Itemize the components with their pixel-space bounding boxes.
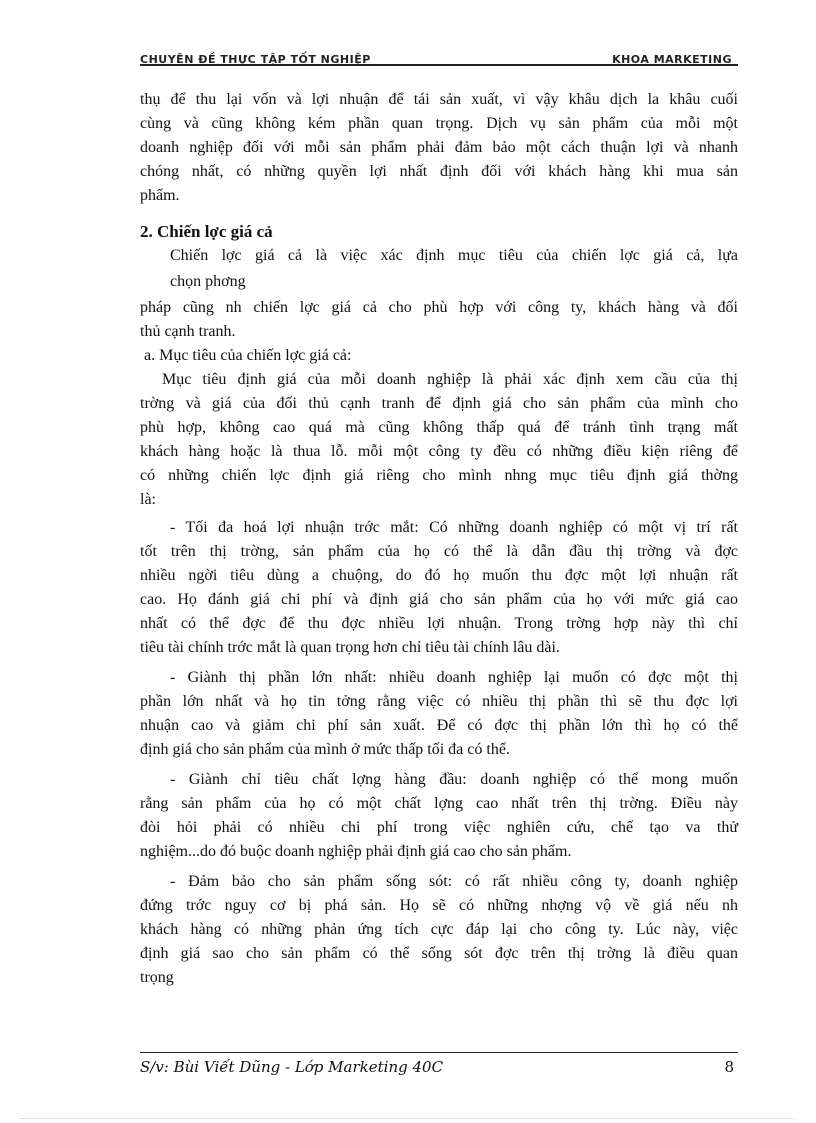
page-header <box>140 50 738 66</box>
subheading: a. Mục tiêu của chiến lợc giá cả: <box>144 347 352 364</box>
paragraph-line: khách hàng hoặc là thua lỗ. mỗi một công ty đều có những điều kiện riêng để <box>140 443 738 460</box>
paragraph-line: phần lớn nhất và họ tin tởng rằng việc có nhiều thị phần thì sẽ thu đợc lợi <box>140 693 738 710</box>
paragraph-line: nghiệm...do đó buộc doanh nghiệp phải định giá cao cho sản phẩm. <box>140 843 572 860</box>
paragraph-line: phẩm. <box>140 187 180 204</box>
paragraph-line: cao. Họ đánh giá chi phí và định giá cho sản phẩm của họ với mức giá cao <box>140 591 738 608</box>
page-edge-divider <box>20 1118 796 1119</box>
paragraph-line: chọn phơng <box>170 273 246 290</box>
paragraph-line: đòi hỏi phải có nhiều chi phí trong việc nghiên cứu, chế tạo va thử <box>140 819 738 836</box>
paragraph-line: định giá cho sản phẩm của mình ở mức thấp tối đa có thể. <box>140 741 510 758</box>
paragraph-line: định giá sao cho sản phẩm có thể sống sót đợc trên thị trờng là điều quan <box>140 945 738 962</box>
paragraph-line: - Đảm bảo cho sản phẩm sống sót: có rất nhiều công ty, doanh nghiệp <box>170 873 738 890</box>
section-heading: 2. Chiến lợc giá cả <box>140 222 273 241</box>
paragraph-line: trọng <box>140 969 174 986</box>
document-body <box>140 88 738 990</box>
paragraph-line: - Giành chỉ tiêu chất lợng hàng đầu: doanh nghiệp có thể mong muốn <box>170 771 738 788</box>
paragraph-line: rằng sản phẩm của họ có một chất lợng cao nhất trên thị trờng. Điều này <box>140 795 738 812</box>
footer-author: S/v: Bùi Viết Dũng - Lớp Marketing 40C <box>140 1058 444 1076</box>
paragraph-line: tốt trên thị trờng, sản phẩm của họ có thể là dẫn đầu thị trờng và đợc <box>140 543 738 560</box>
paragraph-line: nhuận cao và giảm chi phí sản xuất. Để có đợc thị phần lớn thì họ có thể <box>140 717 738 734</box>
paragraph-line: thủ cạnh tranh. <box>140 323 236 340</box>
paragraph-line: Mục tiêu định giá của mỗi doanh nghiệp là phải xác định xem cầu của thị <box>162 371 738 388</box>
footer-divider <box>140 1052 738 1053</box>
paragraph-line: là: <box>140 491 156 508</box>
page-footer <box>140 1058 738 1080</box>
paragraph-line: - Tối đa hoá lợi nhuận trớc mắt: Có những doanh nghiệp có một vị trí rất <box>170 519 738 536</box>
paragraph-line: - Giành thị phần lớn nhất: nhiều doanh nghiệp lại muốn có đợc một thị <box>170 669 738 686</box>
paragraph-line: cùng và cũng không kém phần quan trọng. Dịch vụ sản phẩm của mỗi một <box>140 115 738 132</box>
paragraph-line: doanh nghiệp đối với mỗi sản phẩm phải đảm bảo một cách thuận lợi và nhanh <box>140 139 738 156</box>
header-right-title: KHOA MARKETING <box>612 53 732 66</box>
paragraph-line: pháp cũng nh chiến lợc giá cả cho phù hợp với công ty, khách hàng và đối <box>140 299 738 316</box>
paragraph-line: nhiều ngời tiêu dùng a chuộng, do đó họ muốn thu đợc một lợi nhuận rất <box>140 567 738 584</box>
paragraph-line: phù hợp, không cao quá mà cũng không thấp quá để tránh tình trạng mất <box>140 419 738 436</box>
paragraph-line: nhất có thể đợc để thu đợc nhiều lợi nhuận. Trong trờng hợp này thì chỉ <box>140 615 738 632</box>
paragraph-line: Chiến lợc giá cả là việc xác định mục tiêu của chiến lợc giá cả, lựa <box>170 247 738 264</box>
paragraph-line: thụ để thu lại vốn và lợi nhuận để tái sản xuất, vì vậy khâu dịch la khâu cuối <box>140 91 738 108</box>
paragraph-line: trờng và giá của đối thủ cạnh tranh để định giá cho sản phẩm của mình cho <box>140 395 738 412</box>
page-number: 8 <box>724 1058 734 1076</box>
paragraph-line: khách hàng có những phản ứng tích cực đáp lại cho công ty. Lúc này, việc <box>140 921 738 938</box>
paragraph-line: có những chiến lợc định giá riêng cho mình nhng mục tiêu định giá thờng <box>140 467 738 484</box>
header-left-title: CHUYÊN ĐỀ THỰC TẬP TỐT NGHIỆP <box>140 53 371 66</box>
paragraph-line: đứng trớc nguy cơ bị phá sản. Họ sẽ có những nhợng vộ về giá nếu nh <box>140 897 738 914</box>
paragraph-line: chóng nhất, có những quyền lợi nhất định đối với khách hàng khi mua sản <box>140 163 738 180</box>
paragraph-line: tiêu tài chính trớc mắt là quan trọng hơn chỉ tiêu tài chính lâu dài. <box>140 639 560 656</box>
